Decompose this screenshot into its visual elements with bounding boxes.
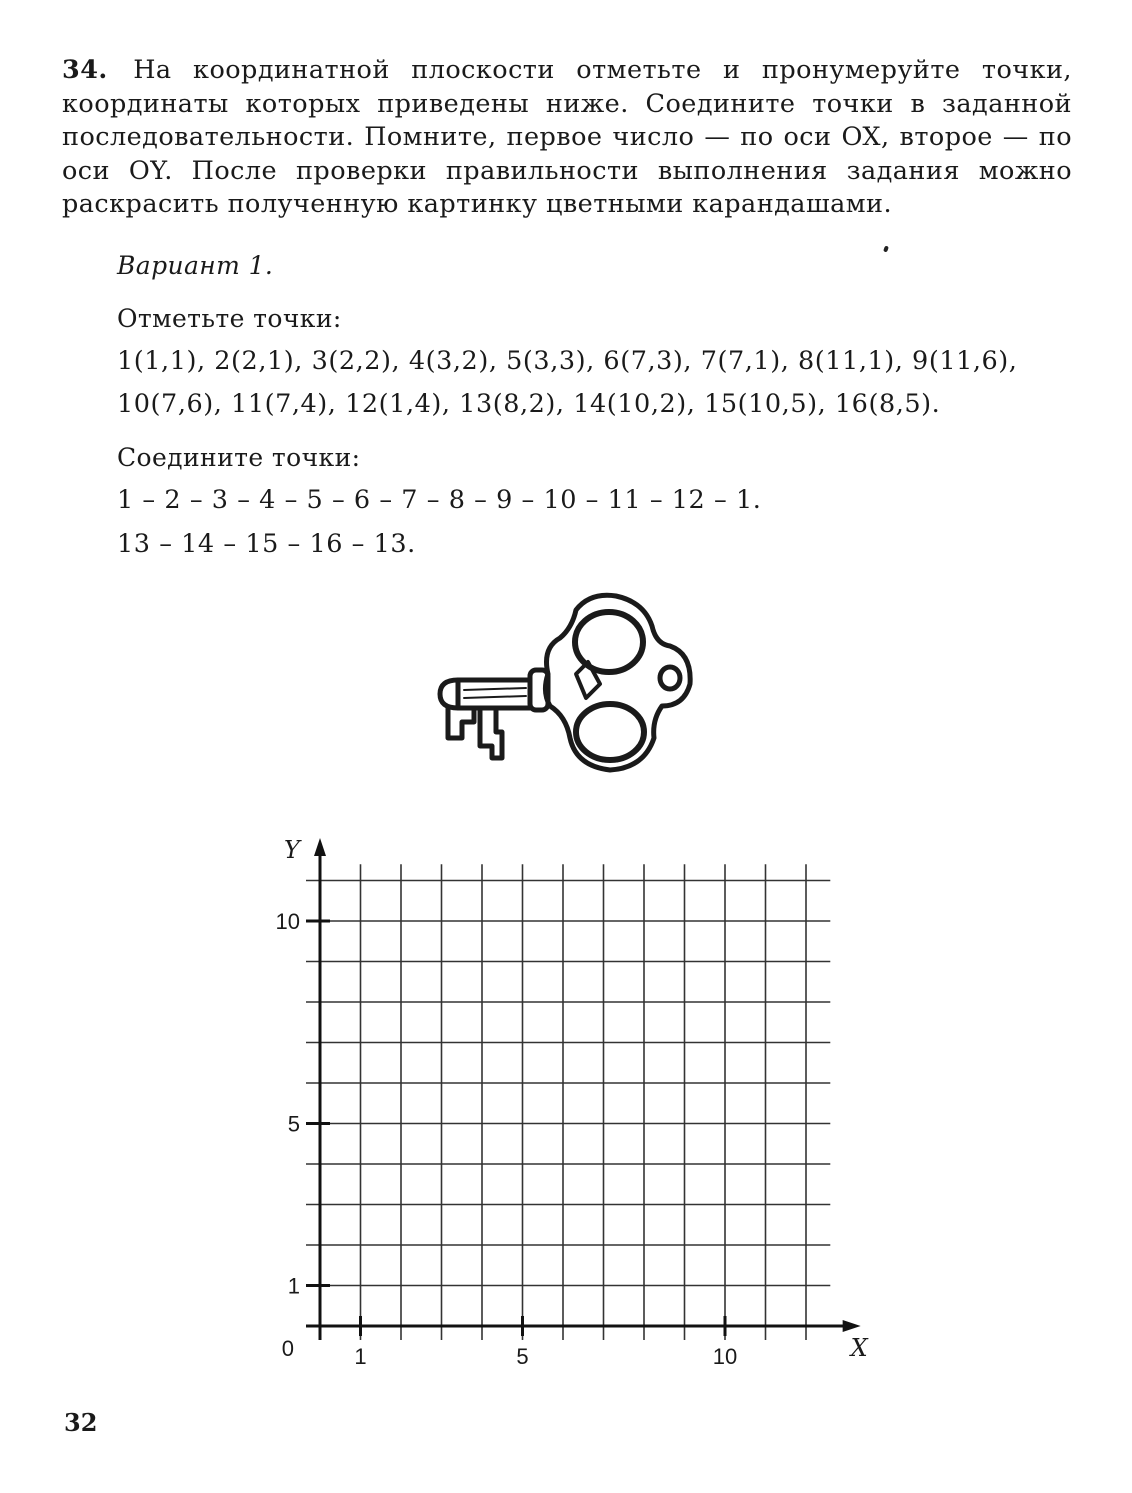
page-number: 32: [64, 1408, 98, 1437]
coordinate-grid: [260, 830, 900, 1400]
y-tick-label: 1: [287, 1273, 300, 1299]
mark-points-label: Отметьте точки:: [117, 304, 342, 333]
mark-points-line-2: 10(7,6), 11(7,4), 12(1,4), 13(8,2), 14(10,2), 15(10,5), 16(8,5).: [117, 389, 941, 419]
origin-label: 0: [281, 1336, 294, 1361]
x-tick-label: 1: [354, 1344, 367, 1369]
coordinate-plane: [260, 830, 900, 1404]
x-axis-label: X: [850, 1334, 868, 1362]
connect-points-line-1: 1 – 2 – 3 – 4 – 5 – 6 – 7 – 8 – 9 – 10 – 11 – 12 – 1.: [117, 485, 762, 515]
ink-speck: [883, 245, 889, 252]
connect-points-line-2: 13 – 14 – 15 – 16 – 13.: [117, 529, 416, 559]
task-text-block: [62, 54, 1072, 222]
task-block: [62, 54, 1072, 222]
task-number: 34.: [62, 55, 108, 85]
task-text: На координатной плоскости отметьте и пронумеруйте точки, координаты которых приведены ниже. Соедините точки в заданной последовательности. Помните, первое число — по оси OX, второе — по оси OY. После проверки правильности выполнения задания можно раскрасить полученную картинку цветными карандашами.: [62, 55, 1072, 219]
variant-title: Вариант 1.: [117, 251, 274, 280]
y-tick-label: 5: [287, 1111, 300, 1137]
y-axis-arrow-icon: [314, 838, 326, 856]
x-tick-label: 10: [712, 1344, 738, 1369]
connect-points-label: Соедините точки:: [117, 443, 361, 472]
key-icon: [430, 588, 710, 782]
mark-points-line-1: 1(1,1), 2(2,1), 3(2,2), 4(3,2), 5(3,3), 6(7,3), 7(7,1), 8(11,1), 9(11,6),: [117, 346, 1018, 376]
x-tick-label: 5: [516, 1344, 529, 1369]
y-axis-label: Y: [284, 836, 300, 864]
x-axis-arrow-icon: [843, 1320, 861, 1332]
y-tick-label: 10: [275, 909, 300, 934]
